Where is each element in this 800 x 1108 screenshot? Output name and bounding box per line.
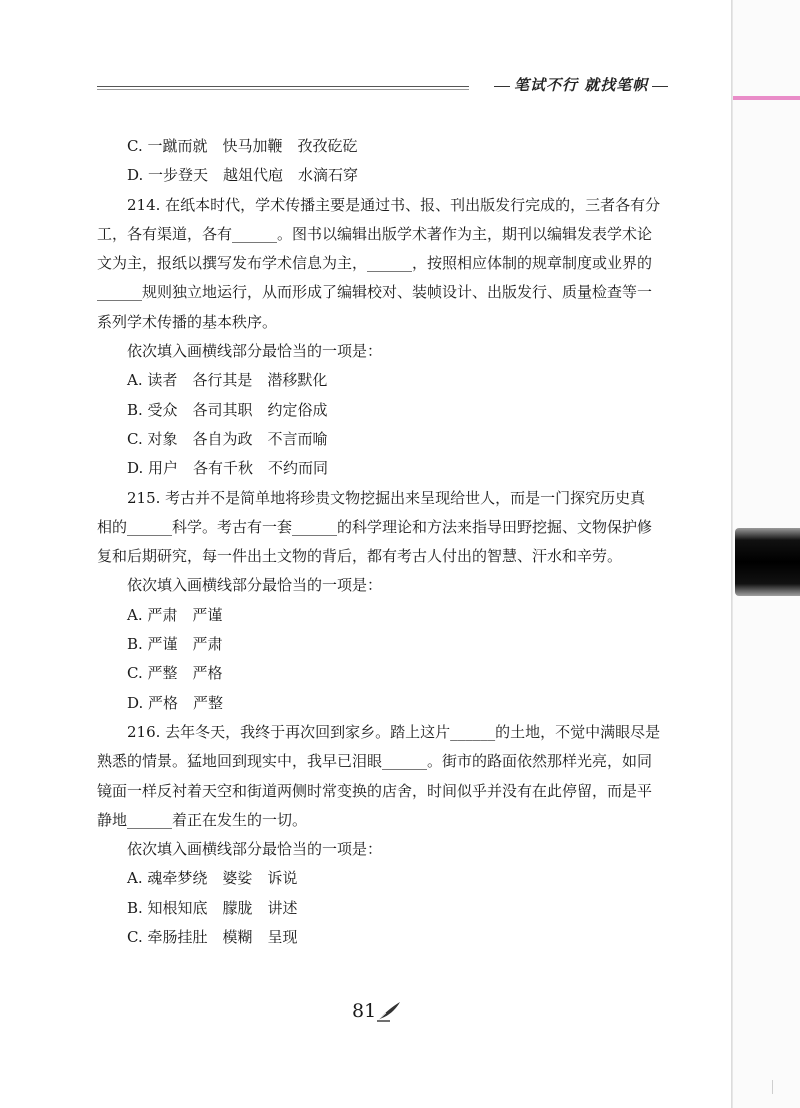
running-header <box>490 74 672 95</box>
page-edge-line <box>731 0 733 1108</box>
text-line: C. 严整 严格 <box>127 664 223 683</box>
text-line: A. 魂牵梦绕 婆娑 诉说 <box>127 869 298 888</box>
text-line: 文为主，报纸以撰写发布学术信息为主，______，按照相应体制的规章制度或业界的 <box>97 254 653 273</box>
text-line: C. 一蹴而就 快马加鞭 孜孜矻矻 <box>127 137 358 155</box>
header-bar-left <box>494 86 510 87</box>
text-line: 215. 考古并不是简单地将珍贵文物挖掘出来呈现给世人，而是一门探究历史真 <box>127 488 646 507</box>
text-line: B. 受众 各司其职 约定俗成 <box>127 400 328 419</box>
text-line: B. 严谨 严肃 <box>127 635 223 654</box>
quill-icon <box>376 1000 402 1022</box>
text-line: D. 一步登天 越俎代庖 水滴石穿 <box>127 166 359 185</box>
text-line: A. 严肃 严谨 <box>127 605 223 624</box>
header-bar-right <box>652 86 668 87</box>
text-line: 熟悉的情景。猛地回到现实中，我早已泪眼______。街市的路面依然那样光亮，如同 <box>97 752 653 771</box>
header-slogan-text: 笔试不行 就找笔帜 <box>514 76 649 94</box>
text-line: D. 用户 各有千秋 不约而同 <box>127 459 329 478</box>
text-line: 214. 在纸本时代，学术传播主要是通过书、报、刊出版发行完成的，三者各有分 <box>127 195 661 214</box>
text-line: C. 牵肠挂肚 模糊 呈现 <box>127 928 298 947</box>
header-rule <box>97 86 469 87</box>
text-line: 依次填入画横线部分最恰当的一项是： <box>127 576 383 595</box>
text-line: D. 严格 严整 <box>127 693 224 712</box>
text-line: C. 对象 各自为政 不言而喻 <box>127 429 328 448</box>
text-line: 相的______科学。考古有一套______的科学理论和方法来指导田野挖掘、文物保护修 <box>97 517 653 536</box>
text-line: 依次填入画横线部分最恰当的一项是： <box>127 840 383 859</box>
thumb-index-tab <box>735 528 800 596</box>
text-line: 静地______着正在发生的一切。 <box>97 810 308 829</box>
text-line: 镜面一样反衬着天空和街道两侧时常变换的店舍，时间似乎并没有在此停留，而是平 <box>97 781 653 800</box>
text-line: 依次填入画横线部分最恰当的一项是： <box>127 342 383 361</box>
page-edge-pink-mark <box>733 96 800 100</box>
text-line: 系列学术传播的基本秩序。 <box>97 312 278 331</box>
text-line: B. 知根知底 朦胧 讲述 <box>127 898 298 917</box>
text-line: 复和后期研究，每一件出土文物的背后，都有考古人付出的智慧、汗水和辛劳。 <box>97 547 623 566</box>
text-line: ______规则独立地运行，从而形成了编辑校对、装帧设计、出版发行、质量检查等一 <box>97 283 653 302</box>
corner-mark <box>772 1080 779 1094</box>
text-line: 工，各有渠道，各有______。图书以编辑出版学术著作为主，期刊以编辑发表学术论 <box>97 224 653 243</box>
header-rule-secondary <box>97 89 469 90</box>
page-body <box>97 132 661 952</box>
page-number: 81 <box>352 1000 377 1022</box>
text-line: 216. 去年冬天，我终于再次回到家乡。踏上这片______的土地，不觉中满眼尽是 <box>127 722 661 741</box>
text-line: A. 读者 各行其是 潜移默化 <box>127 371 328 390</box>
